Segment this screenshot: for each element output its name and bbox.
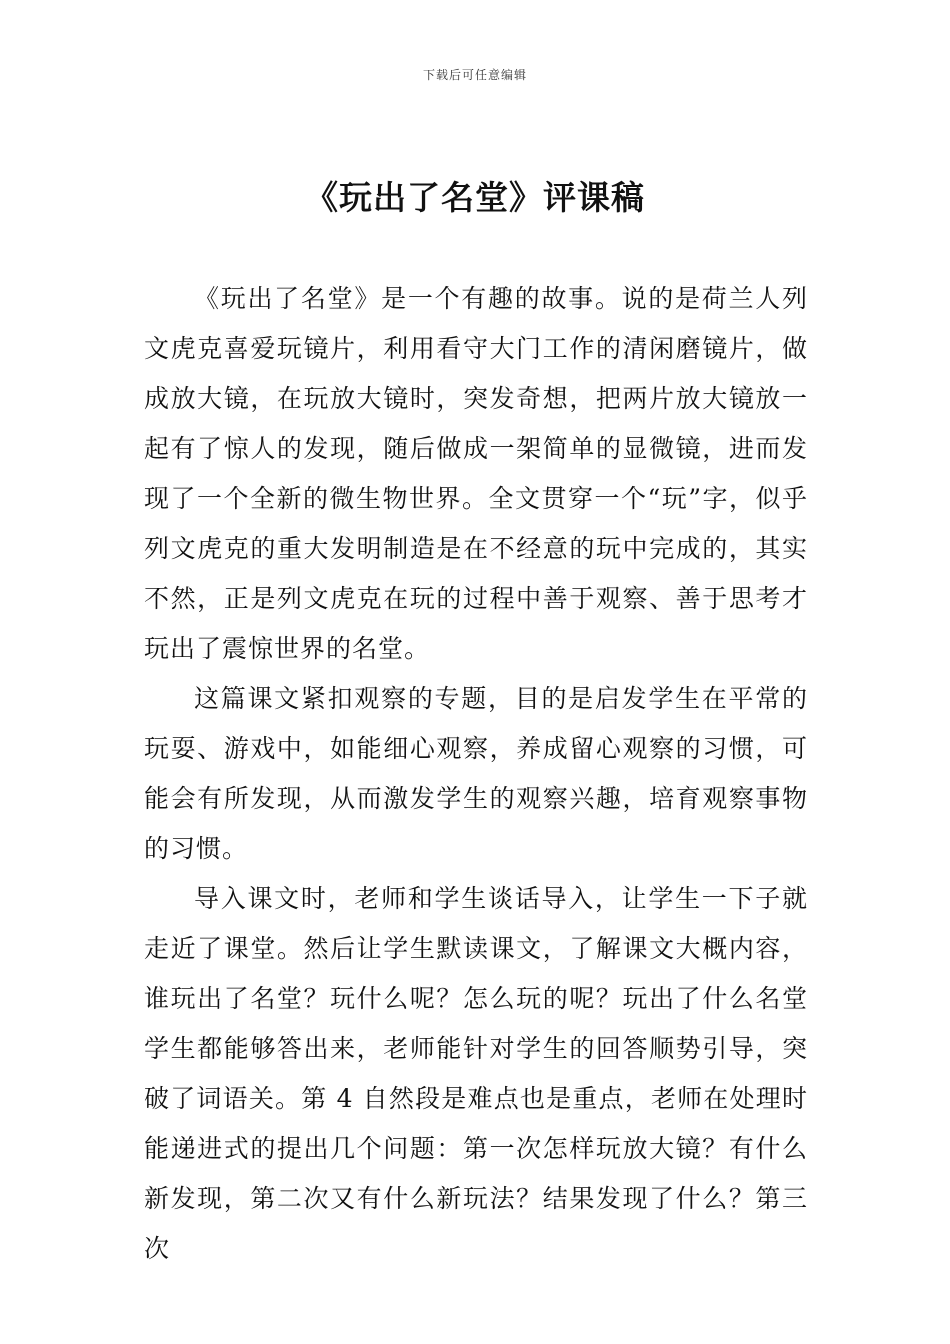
header-note: 下载后可任意编辑	[422, 68, 527, 82]
paragraph-1: 《玩出了名堂》是一个有趣的故事。说的是荷兰人列文虎克喜爱玩镜片，利用看守大门工作的清闲磨镜片，做成放大镜，在玩放大镜时，突发奇想，把两片放大镜放一起有了惊人的发现，随后做成一架简单的显微镜，进而发现了一个全新的微生物世界。全文贯穿一个“玩”字，似乎列文虎克的重大发明制造是在不经意的玩中完成的，其实不然，正是列文虎克在玩的过程中善于观察、善于思考才玩出了震惊世界的名堂。	[144, 284, 808, 663]
paragraph-2: 这篇课文紧扣观察的专题，目的是启发学生在平常的玩耍、游戏中，如能细心观察，养成留心观察的习惯，可能会有所发现，从而激发学生的观察兴趣，培育观察事物的习惯。	[144, 684, 808, 863]
document-title: 《玩出了名堂》评课稿	[305, 178, 645, 217]
document-body	[144, 274, 808, 1274]
paragraph-3: 导入课文时，老师和学生谈话导入，让学生一下子就走近了课堂。然后让学生默读课文，了解课文大概内容，谁玩出了名堂？玩什么呢？怎么玩的呢？玩出了什么名堂学生都能够答出来，老师能针对学生的回答顺势引导，突破了词语关。第 4 自然段是难点也是重点，老师在处理时能递进式的提出几个问题：第一次怎样玩放大镜？有什么新发现，第二次又有什么新玩法？结果发现了什么？第三次	[144, 884, 808, 1263]
